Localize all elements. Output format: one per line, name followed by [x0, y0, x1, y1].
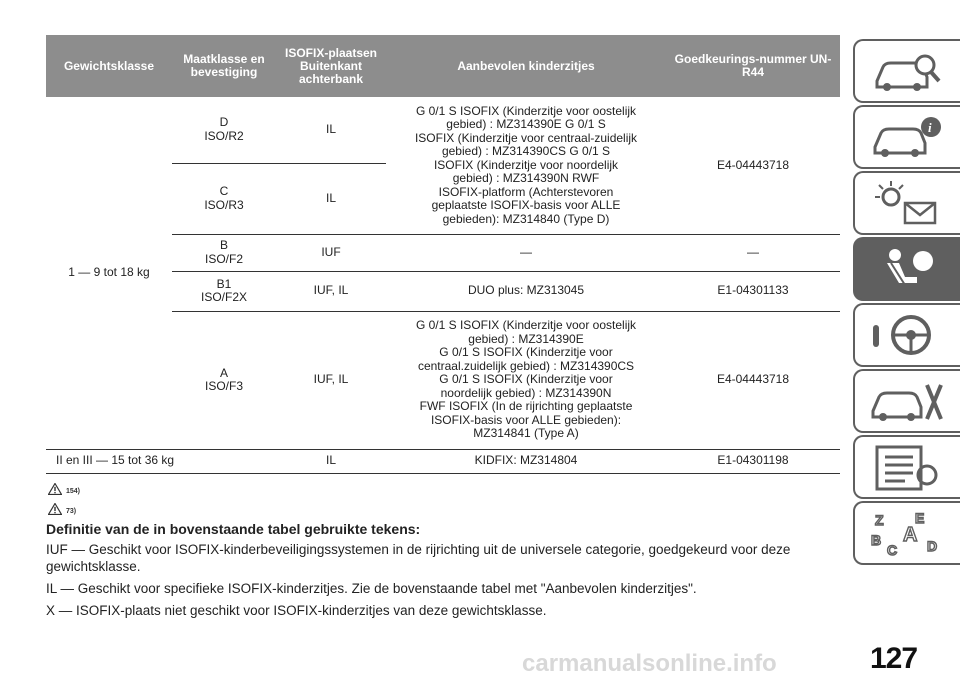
- definition-il: IL — Geschikt voor specifieke ISOFIX-kinderzitjes. Zie de bovenstaande tabel met "Aanbevolen kinderzitjes".: [46, 581, 697, 596]
- approval-number-cell: —: [666, 234, 840, 271]
- car-tools-icon: [869, 377, 949, 427]
- isofix-table: [46, 35, 840, 474]
- isofix-cell: IL: [276, 163, 386, 234]
- isofix-cell: IUF, IL: [276, 271, 386, 311]
- approval-number-cell: E1-04301198: [666, 449, 840, 473]
- isofix-cell: IUF: [276, 234, 386, 271]
- header-approval-number: Goedkeurings-nummer UN-R44: [666, 35, 840, 97]
- recommended-seat-cell: —: [386, 234, 666, 271]
- steering-wheel-icon: [869, 311, 949, 361]
- weight-class-cell: II en III — 15 tot 36 kg: [46, 449, 276, 473]
- header-recommended-seats: Aanbevolen kinderzitjes: [386, 35, 666, 97]
- warning-triangle-icon: [48, 483, 62, 495]
- tab-checklist[interactable]: [853, 435, 960, 499]
- seat-airbag-icon: [869, 245, 949, 295]
- warning-note: [48, 503, 76, 515]
- alphabet-index-icon: [869, 509, 949, 559]
- warning-triangle-icon: [48, 503, 62, 515]
- size-class-cell: C ISO/R3: [172, 163, 276, 234]
- recommended-seat-cell: G 0/1 S ISOFIX (Kinderzitje voor oostelijk gebied) : MZ314390E G 0/1 S ISOFIX (Kinderzitje voor centraal-zuidelijk gebied) : MZ314390CS G 0/1 S ISOFIX (Kinderzitje voor noordelijk gebied) : MZ314390N RWF ISOFIX-platform (Achterstevoren geplaatste ISOFIX-basis voor ALLE gebieden): MZ314840 (Type D): [386, 97, 666, 234]
- recommended-seat-cell: G 0/1 S ISOFIX (Kinderzitje voor oostelijk gebied) : MZ314390E G 0/1 S ISOFIX (Kinderzitje voor centraal.zuidelijk gebied) : MZ314390CS G 0/1 S ISOFIX (Kinderzitje voor noordelijk gebied) : MZ314390N FWF ISOFIX (In de rijrichting geplaatste ISOFIX-basis voor ALLE gebieden): MZ314841 (Type A): [386, 311, 666, 449]
- svg-text:i: i: [928, 120, 932, 135]
- tab-steering-wheel[interactable]: [853, 303, 960, 367]
- tab-alphabet-index[interactable]: [853, 501, 960, 565]
- checklist-icon: [869, 443, 949, 493]
- warning-ref: 154): [66, 488, 81, 495]
- approval-number-cell: E1-04301133: [666, 271, 840, 311]
- definition-iuf: IUF — Geschikt voor ISOFIX-kinderbeveiligingssystemen in de rijrichting uit de universele categorie, goedgekeurd voor deze gewichtsklasse.: [46, 542, 791, 574]
- size-class-cell: A ISO/F3: [172, 311, 276, 449]
- size-class-cell: D ISO/R2: [172, 97, 276, 163]
- recommended-seat-cell: DUO plus: MZ313045: [386, 271, 666, 311]
- svg-text:A: A: [903, 524, 918, 546]
- svg-text:B: B: [871, 532, 882, 548]
- tab-seat-airbag[interactable]: [853, 237, 960, 301]
- tab-car-tools[interactable]: [853, 369, 960, 433]
- recommended-seat-cell: KIDFIX: MZ314804: [386, 449, 666, 473]
- definitions-section: [46, 521, 836, 624]
- definition-x: X — ISOFIX-plaats niet geschikt voor ISOFIX-kinderzitjes van deze gewichtsklasse.: [46, 603, 547, 618]
- svg-text:E: E: [915, 510, 925, 526]
- warning-ref: 73): [66, 508, 77, 515]
- svg-text:C: C: [887, 542, 898, 558]
- isofix-cell: IUF, IL: [276, 311, 386, 449]
- tab-warning-lights[interactable]: [853, 171, 960, 235]
- header-isofix-positions: ISOFIX-plaatsen Buitenkant achterbank: [276, 35, 386, 97]
- svg-text:Z: Z: [875, 512, 884, 528]
- approval-number-cell: E4-04443718: [666, 97, 840, 234]
- weight-class-cell: 1 — 9 tot 18 kg: [46, 97, 172, 449]
- size-class-cell: B ISO/F2: [172, 234, 276, 271]
- warning-note: [48, 483, 80, 495]
- warning-lights-icon: [869, 179, 949, 229]
- header-weight-class: Gewichtsklasse: [46, 35, 172, 97]
- svg-text:D: D: [927, 538, 938, 554]
- car-info-icon: [869, 113, 949, 163]
- tab-car-info[interactable]: [853, 105, 960, 169]
- definitions-title: Definitie van de in bovenstaande tabel gebruikte tekens:: [46, 521, 421, 537]
- car-search-icon: [869, 47, 949, 97]
- tab-car-search[interactable]: [853, 39, 960, 103]
- watermark: carmanualsonline.info: [522, 650, 777, 677]
- page-number: 127: [870, 642, 918, 675]
- approval-number-cell: E4-04443718: [666, 311, 840, 449]
- size-class-cell: B1 ISO/F2X: [172, 271, 276, 311]
- header-size-class: Maatklasse en bevestiging: [172, 35, 276, 97]
- isofix-cell: IL: [276, 97, 386, 163]
- isofix-cell: IL: [276, 449, 386, 473]
